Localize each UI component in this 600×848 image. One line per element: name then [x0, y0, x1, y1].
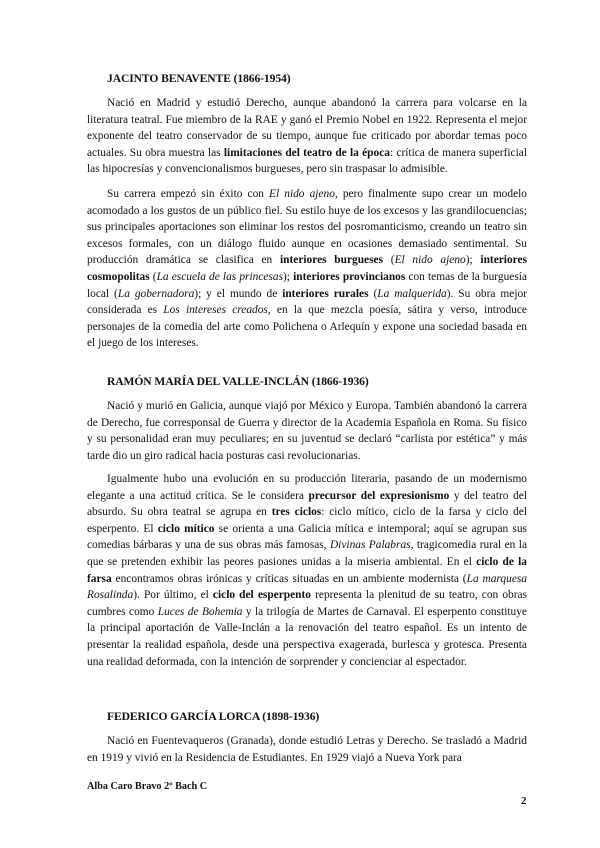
text-run: ( [368, 287, 378, 300]
section-heading-benavente: JACINTO BENAVENTE (1866-1954) [107, 72, 291, 85]
text-run: Su carrera empezó sin éxito con [107, 188, 270, 200]
section-heading-valle-inclan: RAMÓN MARÍA DEL VALLE-INCLÁN (1866-1936) [107, 375, 369, 388]
text-run: Igualmente hubo una evolución en su producción literaria, pasando de un modernismo elegante a una actitud crítica. Se le considera [87, 473, 527, 502]
work-title: Los intereses creados [163, 304, 268, 317]
bold-term: limitaciones del teatro de la época [223, 146, 390, 159]
text-run: Nació y murió en Galicia, aunque viajó por México y Europa. También abandonó la carrera de Derecho, fue corresponsal de Guerra y director de la Academia Española en Roma. Su físico y su personalidad eran muy peculiares; en su juventud se declaró “carlista por estética” y más tarde dio un giro radical hacia posturas casi revolucionarias. [87, 400, 527, 462]
text-run: ( [383, 254, 395, 267]
work-title: El nido ajeno, [269, 188, 338, 200]
paragraph [87, 733, 527, 766]
paragraph [87, 398, 527, 464]
bold-term: tres ciclos [271, 506, 322, 519]
text-run: y la trilogía de Martes de Carnaval. El esperpento constituye la principal aportación de Valle-Inclán a la renovación del teatro español. Es un intento de presentar la realidad española, desde una perspectiva exagerada, burlesca y grotesca. Presenta una realidad deformada, con la intención de sorprender y concienciar al espectador. [87, 605, 527, 668]
text-run: ); [283, 270, 294, 283]
bold-term: interiores rurales [282, 287, 369, 300]
text-run: Nació en Madrid y estudió Derecho, aunque abandonó la carrera para volcarse en la literatura teatral. Fue miembro de la RAE y ganó el Premio Nobel en 1922. Representa el mejor exponente del teatro conservador de su tiempo, aunque fue criticado por abordar temas poco actuales. Su obra muestra las [87, 97, 527, 159]
footer-author: Alba Caro Bravo 2º Bach C [87, 781, 208, 792]
work-title: Luces de Bohemia [157, 605, 243, 618]
text-run: ( [149, 270, 157, 283]
text-run: ); [465, 254, 481, 267]
text-run: , en la que mezcla poesía, sátira y verso, introduce personajes de la comedia del arte como Polichena o Arlequín y expone una sociedad basada en el juego de los intereses. [87, 304, 527, 350]
text-run: encontramos obras irónicas y críticas situadas en un ambiente modernista ( [111, 572, 467, 585]
work-title: La marquesa Rosalinda [87, 572, 528, 602]
text-run: , tragicomedia rural en la que se pretenden exhibir las peores pasiones unidas a la miseria ambiental. En el [87, 539, 528, 568]
bold-term: interiores provincianos [293, 270, 406, 283]
work-title: La malquerida [377, 287, 447, 300]
page-number: 2 [521, 795, 527, 807]
text-run: : ciclo mítico, ciclo de la farsa y ciclo del esperpento. El [87, 506, 527, 535]
text-run: con temas de la burguesía local ( [87, 270, 527, 300]
paragraph [87, 95, 527, 178]
bold-term: interiores cosmopolitas [87, 254, 528, 283]
work-title: La gobernadora [117, 287, 195, 300]
text-run: : crítica de manera superficial las hipocresías y convencionalismos burgueses, pero sin traspasar lo admisible. [87, 146, 527, 176]
work-title: La escuela de las princesas [156, 270, 283, 283]
bold-term: ciclo del esperpento [212, 589, 311, 602]
text-run: pero finalmente supo crear un modelo acomodado a los gustos de un público fiel. Su estilo huye de los excesos y las grandilocuencias; sus principales aportaciones son eliminar los restos del posromanticismo, creando un teatro sin excesos formales, con un diálogo fluido aunque en ocasiones demasiado sentimental. Su producción dramática se clasifica en [87, 188, 527, 267]
text-run: ). Por último, el [133, 589, 213, 602]
work-title: Divinas Palabras [329, 539, 411, 552]
text-run: ). Su obra mejor considerada es [87, 287, 527, 317]
section-heading-lorca: FEDERICO GARCÍA LORCA (1898-1936) [107, 710, 320, 723]
paragraph [87, 186, 527, 352]
bold-term: ciclo de la farsa [87, 555, 527, 585]
bold-term: precursor del expresionismo [308, 489, 450, 502]
text-run: Nació en Fuentevaqueros (Granada), donde estudió Letras y Derecho. Se trasladó a Madrid en 1919 y vivió en la Residencia de Estudiantes. En 1929 viajó a Nueva York para [87, 735, 527, 764]
text-run: y del teatro del absurdo. Su obra teatral se agrupa en [87, 489, 527, 519]
text-run: se orienta a una Galicia mítica e intemporal; aquí se agrupan sus comedias bárbaras y una de sus obras más famosas, [87, 522, 527, 552]
paragraph [87, 471, 527, 670]
text-run: ); y el mundo de [194, 287, 283, 300]
work-title: El nido ajeno [394, 254, 466, 267]
text-run: representa la plenitud de su teatro, con obras cumbres como [87, 589, 527, 618]
bold-term: interiores burgueses [279, 254, 384, 267]
bold-term: ciclo mítico [157, 522, 215, 535]
